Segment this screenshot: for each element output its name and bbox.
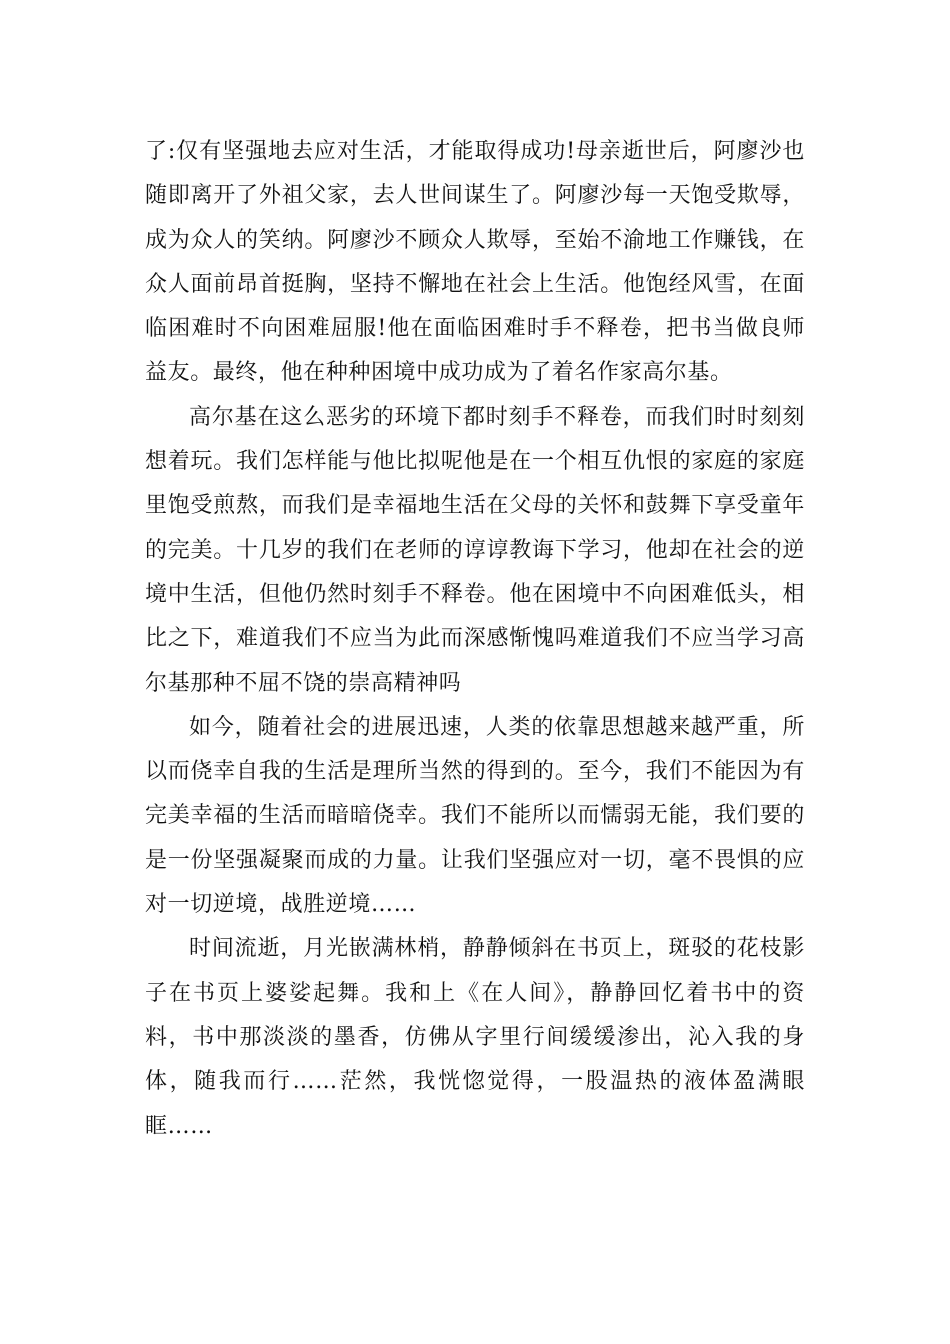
paragraph-1: 了:仅有坚强地去应对生活，才能取得成功!母亲逝世后，阿廖沙也随即离开了外祖父家，去人世间谋生了。阿廖沙每一天饱受欺辱，成为众人的笑纳。阿廖沙不顾众人欺辱，至始不渝地工作赚钱，在众人面前昂首挺胸，坚持不懈地在社会上生活。他饱经风雪，在面临困难时不向困难屈服!他在面临困难时手不释卷，把书当做良师益友。最终，他在种种困境中成功成为了着名作家高尔基。	[145, 139, 805, 386]
document-body	[145, 130, 805, 1149]
paragraph-3: 如今，随着社会的进展迅速，人类的依靠思想越来越严重，所以而侥幸自我的生活是理所当然的得到的。至今，我们不能因为有完美幸福的生活而暗暗侥幸。我们不能所以而懦弱无能，我们要的是一份坚强凝聚而成的力量。让我们坚强应对一切，毫不畏惧的应对一切逆境，战胜逆境……	[145, 714, 805, 918]
paragraph-2: 高尔基在这么恶劣的环境下都时刻手不释卷，而我们时时刻刻想着玩。我们怎样能与他比拟呢他是在一个相互仇恨的家庭的家庭里饱受煎熬，而我们是幸福地生活在父母的关怀和鼓舞下享受童年的完美。十几岁的我们在老师的谆谆教诲下学习，他却在社会的逆境中生活，但他仍然时刻手不释卷。他在困境中不向困难低头，相比之下，难道我们不应当为此而深感惭愧吗难道我们不应当学习高尔基那种不屈不饶的崇高精神吗	[145, 404, 805, 696]
paragraph-4: 时间流逝，月光嵌满林梢，静静倾斜在书页上，斑驳的花枝影子在书页上婆娑起舞。我和上《在人间》，静静回忆着书中的资料，书中那淡淡的墨香，仿佛从字里行间缓缓渗出，沁入我的身体，随我而行……茫然，我恍惚觉得，一股温热的液体盈满眼眶……	[145, 936, 805, 1139]
